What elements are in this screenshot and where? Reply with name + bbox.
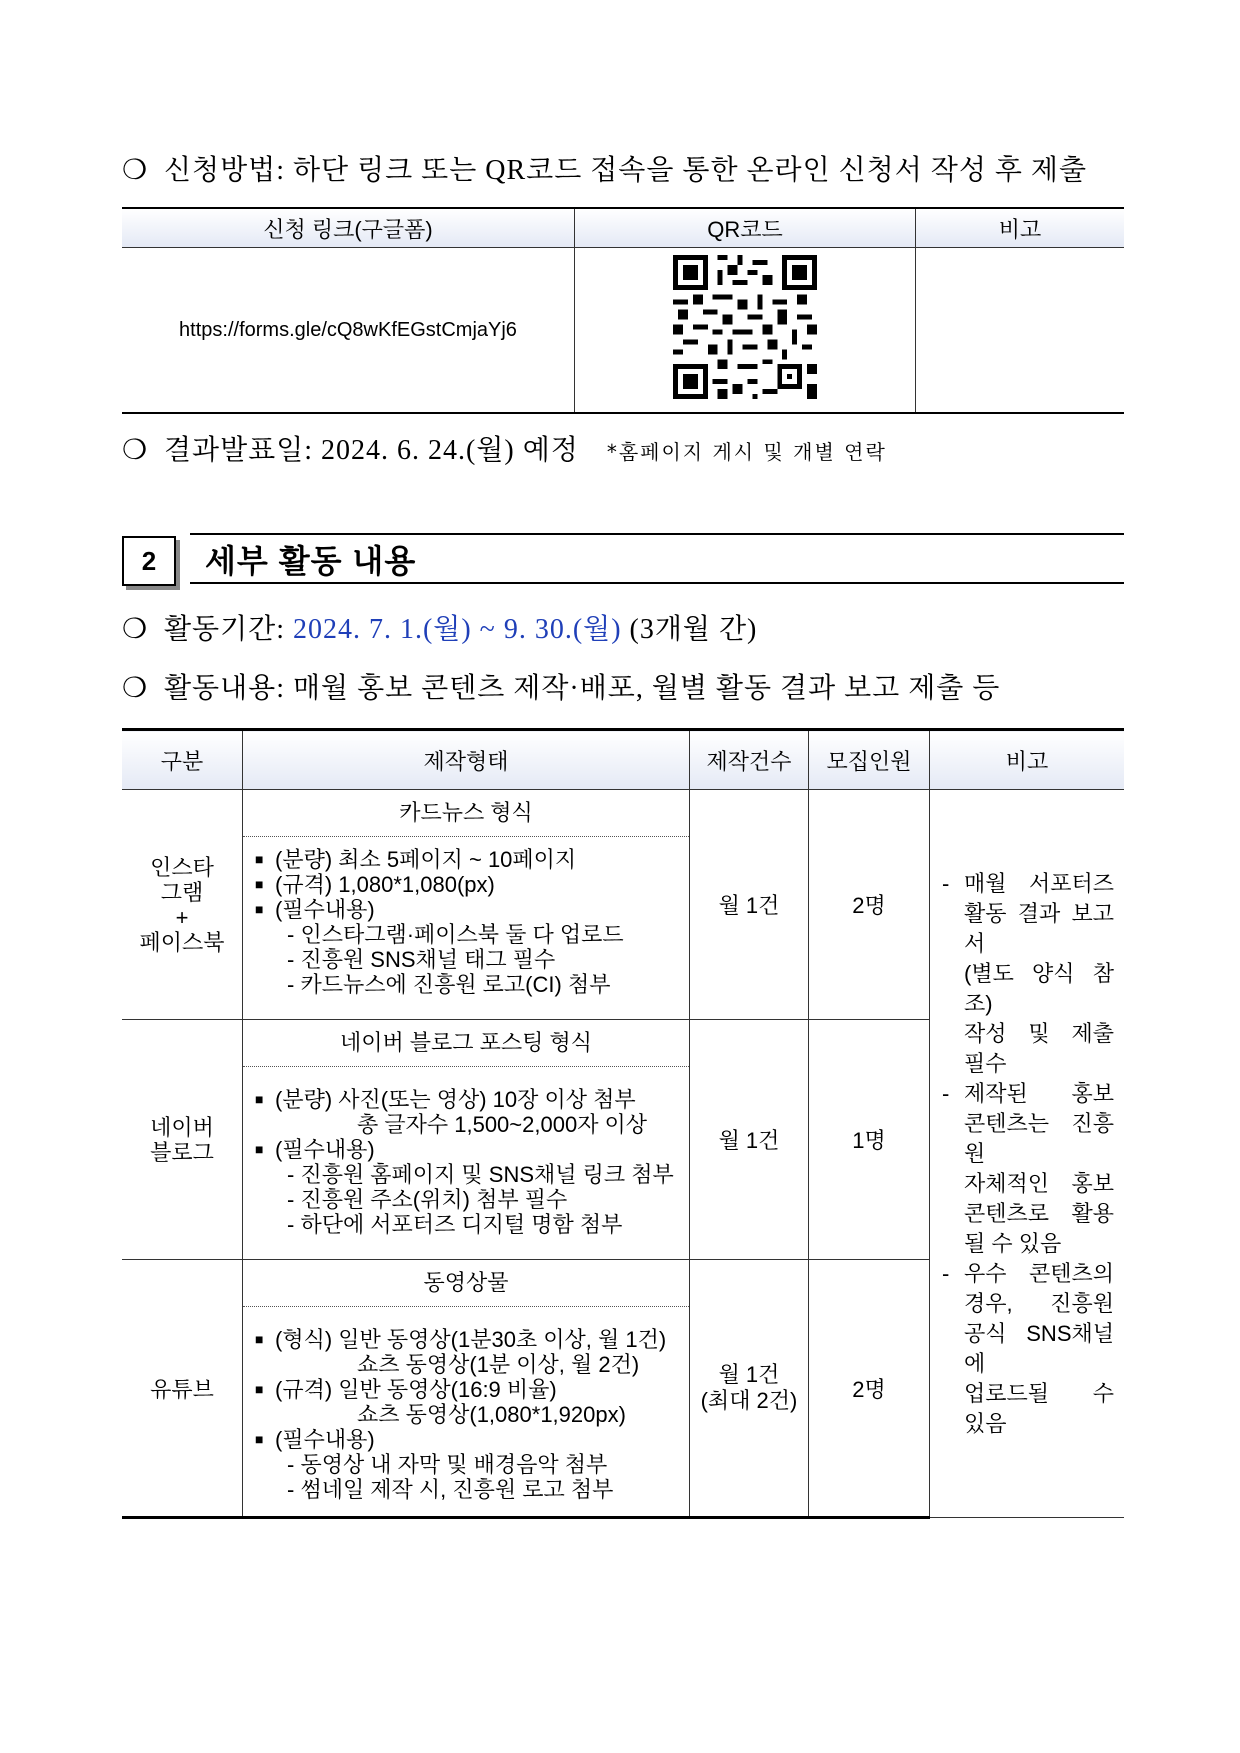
period-dates: 2024. 7. 1.(월) ~ 9. 30.(월) [292, 614, 622, 645]
note-item: - 우수 콘텐츠의 경우, 진흥원 공식 SNS채널에 업로드될 수 있음 [942, 1259, 1114, 1439]
form-cell [243, 1020, 690, 1260]
header-count: 제작건수 [690, 730, 809, 790]
period-line [122, 607, 757, 647]
note-line: 될 수 있음 [964, 1230, 1062, 1256]
list-item: ■ (필수내용) [255, 1427, 375, 1452]
apply-table-header-qr: QR코드 [575, 208, 916, 248]
note-item: - 제작된 홍보 콘텐츠는 진흥원 자체적인 홍보 콘텐츠로 활용 될 수 있음 [942, 1079, 1114, 1259]
result-note: *홈페이지 게시 및 개별 연락 [606, 440, 887, 464]
form-details [243, 1307, 689, 1512]
count-line: (최대 2건) [700, 1388, 798, 1413]
list-item: ■ (규격) 일반 동영상(16:9 비율) [255, 1377, 557, 1402]
note-line: 우수 콘텐츠의 [964, 1260, 1114, 1286]
note-cell [930, 790, 1125, 1518]
content-text: 활동내용: 매월 홍보 콘텐츠 제작·배포, 월별 활동 결과 보고 제출 등 [164, 673, 1001, 704]
qr-code-cell [575, 248, 916, 414]
category-line: 네이버 [150, 1114, 214, 1140]
count-cell: 월 1건 [690, 790, 809, 1020]
list-subitem: 쇼츠 동영상(1분 이상, 월 2건) [357, 1352, 640, 1377]
circle-bullet-icon: ❍ [122, 614, 149, 645]
note-line: (별도 양식 참조) [964, 960, 1114, 1016]
people-cell: 2명 [809, 1260, 930, 1518]
list-item-text: (분량) 최소 5페이지 ~ 10페이지 [275, 847, 577, 872]
category-line: 그램 [160, 879, 204, 905]
form-title: 동영상물 [243, 1260, 689, 1307]
note-line: 경우, 진흥원 [964, 1290, 1114, 1316]
list-item: ■ (분량) 사진(또는 영상) 10장 이상 첨부 [255, 1087, 636, 1112]
note-line: 필수 [964, 1050, 1007, 1076]
list-subitem: - 카드뉴스에 진흥원 로고(CI) 첨부 [287, 972, 611, 997]
list-item-text: (형식) 일반 동영상(1분30초 이상, 월 1건) [275, 1327, 667, 1352]
list-item: ■ (분량) 최소 5페이지 ~ 10페이지 [255, 847, 577, 872]
note-line: 자체적인 홍보 [964, 1170, 1114, 1196]
note-line: 공식 SNS채널에 [964, 1320, 1114, 1376]
apply-method-text: 신청방법: 하단 링크 또는 QR코드 접속을 통한 온라인 신청서 작성 후 제출 [164, 155, 1088, 186]
form-details [243, 1067, 689, 1247]
list-subitem: 총 글자수 1,500~2,000자 이상 [357, 1112, 648, 1137]
apply-form-link[interactable]: https://forms.gle/cQ8wKfEGstCmjaYj6 [122, 248, 575, 414]
circle-bullet-icon: ❍ [122, 435, 149, 466]
activity-table [122, 728, 1124, 1519]
header-category: 구분 [122, 730, 243, 790]
list-item: ■ (필수내용) [255, 897, 375, 922]
list-subitem: 쇼츠 동영상(1,080*1,920px) [357, 1402, 626, 1427]
category-line: + [175, 904, 189, 930]
result-date-text: 결과발표일: 2024. 6. 24.(월) 예정 [164, 435, 579, 466]
list-item: ■ (필수내용) [255, 1137, 375, 1162]
apply-table [122, 207, 1124, 414]
note-line: 매월 서포터즈 [964, 870, 1114, 896]
list-item-text: (규격) 1,080*1,080(px) [275, 872, 495, 897]
header-people: 모집인원 [809, 730, 930, 790]
list-subitem: - 썸네일 제작 시, 진흥원 로고 첨부 [287, 1477, 614, 1502]
list-item-text: (분량) 사진(또는 영상) 10장 이상 첨부 [275, 1087, 636, 1112]
apply-table-note [916, 248, 1125, 414]
section-rule-top [190, 533, 1124, 535]
count-cell [690, 1260, 809, 1518]
note-line: 콘텐츠로 활용 [964, 1200, 1114, 1226]
note-line: 제작된 홍보 [964, 1080, 1114, 1106]
people-cell: 1명 [809, 1020, 930, 1260]
header-form: 제작형태 [243, 730, 690, 790]
form-title: 네이버 블로그 포스팅 형식 [243, 1020, 689, 1067]
category-line: 블로그 [150, 1139, 214, 1165]
category-line: 인스타 [150, 854, 214, 880]
circle-bullet-icon: ❍ [122, 155, 149, 186]
note-line: 업로드될 수 [964, 1380, 1114, 1406]
form-details [243, 837, 689, 1007]
note-line: 활동 결과 보고서 [964, 900, 1114, 956]
category-cell [122, 1020, 243, 1260]
content-line [122, 666, 1000, 706]
period-label: 활동기간: [164, 614, 293, 645]
list-subitem: - 진흥원 주소(위치) 첨부 필수 [287, 1187, 568, 1212]
note-line: 작성 및 제출 [964, 1020, 1114, 1046]
table-row [122, 790, 1124, 1020]
list-item-text: (규격) 일반 동영상(16:9 비율) [275, 1377, 557, 1402]
qr-code-icon[interactable] [673, 255, 817, 399]
list-item-text: (필수내용) [275, 897, 375, 922]
list-item: ■ (규격) 1,080*1,080(px) [255, 872, 495, 897]
result-date-line [122, 428, 887, 468]
category-cell [122, 790, 243, 1020]
section-title: 세부 활동 내용 [205, 543, 417, 579]
header-note: 비고 [930, 730, 1125, 790]
list-item: ■ (형식) 일반 동영상(1분30초 이상, 월 1건) [255, 1327, 667, 1352]
form-title: 카드뉴스 형식 [243, 790, 689, 837]
list-subitem: - 하단에 서포터즈 디지털 명함 첨부 [287, 1212, 623, 1237]
list-item-text: (필수내용) [275, 1427, 375, 1452]
apply-method-line [122, 148, 1087, 188]
note-line: 콘텐츠는 진흥원 [964, 1110, 1114, 1166]
circle-bullet-icon: ❍ [122, 673, 149, 704]
list-subitem: - 동영상 내 자막 및 배경음악 첨부 [287, 1452, 608, 1477]
apply-table-header-link: 신청 링크(구글폼) [122, 208, 575, 248]
count-line: 월 1건 [718, 1362, 780, 1387]
period-duration: (3개월 간) [621, 614, 758, 645]
list-subitem: - 진흥원 SNS채널 태그 필수 [287, 947, 556, 972]
list-subitem: - 진흥원 홈페이지 및 SNS채널 링크 첨부 [287, 1162, 674, 1187]
form-cell [243, 790, 690, 1020]
note-line: 있음 [964, 1410, 1007, 1436]
people-cell: 2명 [809, 790, 930, 1020]
count-cell: 월 1건 [690, 1020, 809, 1260]
list-subitem: - 인스타그램·페이스북 둘 다 업로드 [287, 922, 624, 947]
form-cell [243, 1260, 690, 1518]
note-item: - 매월 서포터즈 활동 결과 보고서 (별도 양식 참조) 작성 및 제출 필수 [942, 869, 1114, 1079]
section-rule-bottom [190, 582, 1124, 584]
apply-table-header-note: 비고 [916, 208, 1125, 248]
category-cell: 유튜브 [122, 1260, 243, 1518]
category-line: 페이스북 [139, 929, 225, 955]
list-item-text: (필수내용) [275, 1137, 375, 1162]
section-number: 2 [122, 536, 176, 586]
